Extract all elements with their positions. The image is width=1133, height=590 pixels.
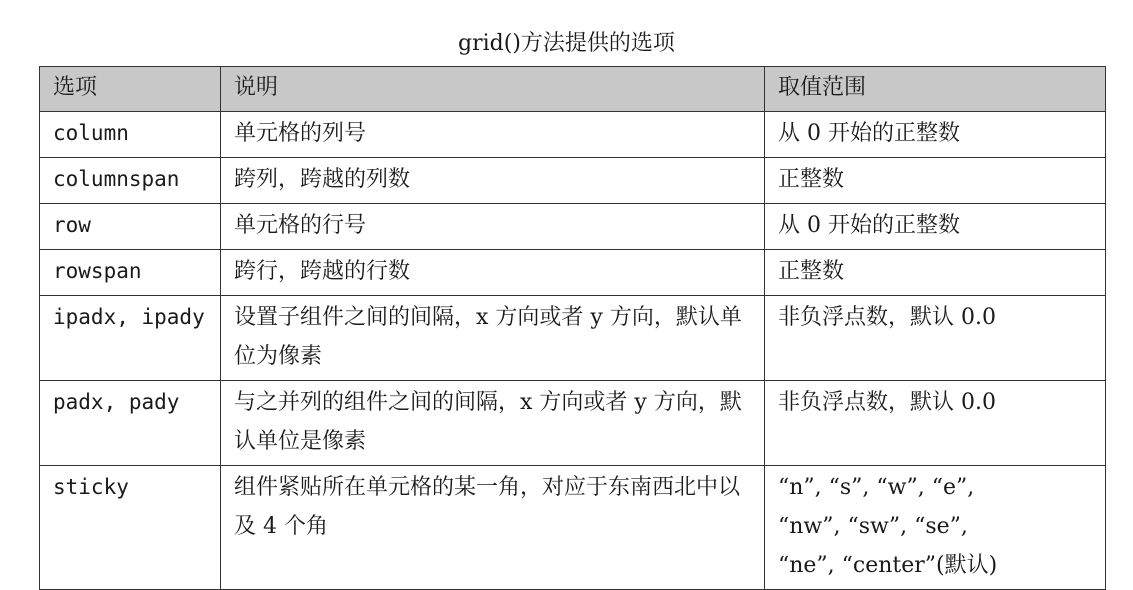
- description-cell: 单元格的行号: [221, 204, 765, 250]
- header-description: 说明: [221, 67, 765, 112]
- range-cell: 从 0 开始的正整数: [765, 112, 1106, 158]
- range-cell: 从 0 开始的正整数: [765, 204, 1106, 250]
- table-row: [40, 158, 1106, 204]
- table-caption: grid()方法提供的选项: [458, 31, 675, 56]
- option-cell: padx, pady: [40, 381, 221, 466]
- table-row: [40, 204, 1106, 250]
- table-row: [40, 296, 1106, 381]
- header-row: [40, 67, 1106, 112]
- table-row: [40, 112, 1106, 158]
- option-cell: ipadx, ipady: [40, 296, 221, 381]
- range-cell: 正整数: [765, 158, 1106, 204]
- header-option: 选项: [40, 67, 221, 112]
- description-cell: 设置子组件之间的间隔，x 方向或者 y 方向，默认单位为像素: [221, 296, 765, 381]
- range-cell: “n”, “s”, “w”, “e”, “nw”, “sw”, “se”, “ne”, “center”(默认): [765, 466, 1106, 590]
- description-cell: 组件紧贴所在单元格的某一角，对应于东南西北中以及 4 个角: [221, 466, 765, 590]
- description-cell: 跨行，跨越的行数: [221, 250, 765, 296]
- table-row: [40, 250, 1106, 296]
- grid-options-table: [39, 66, 1106, 590]
- option-cell: row: [40, 204, 221, 250]
- description-cell: 与之并列的组件之间的间隔，x 方向或者 y 方向，默认单位是像素: [221, 381, 765, 466]
- description-cell: 单元格的列号: [221, 112, 765, 158]
- option-cell: column: [40, 112, 221, 158]
- option-cell: columnspan: [40, 158, 221, 204]
- option-cell: rowspan: [40, 250, 221, 296]
- range-cell: 非负浮点数，默认 0.0: [765, 381, 1106, 466]
- range-cell: 非负浮点数，默认 0.0: [765, 296, 1106, 381]
- table-row: [40, 381, 1106, 466]
- description-cell: 跨列，跨越的列数: [221, 158, 765, 204]
- option-cell: sticky: [40, 466, 221, 590]
- table-row: [40, 466, 1106, 590]
- header-range: 取值范围: [765, 67, 1106, 112]
- range-cell: 正整数: [765, 250, 1106, 296]
